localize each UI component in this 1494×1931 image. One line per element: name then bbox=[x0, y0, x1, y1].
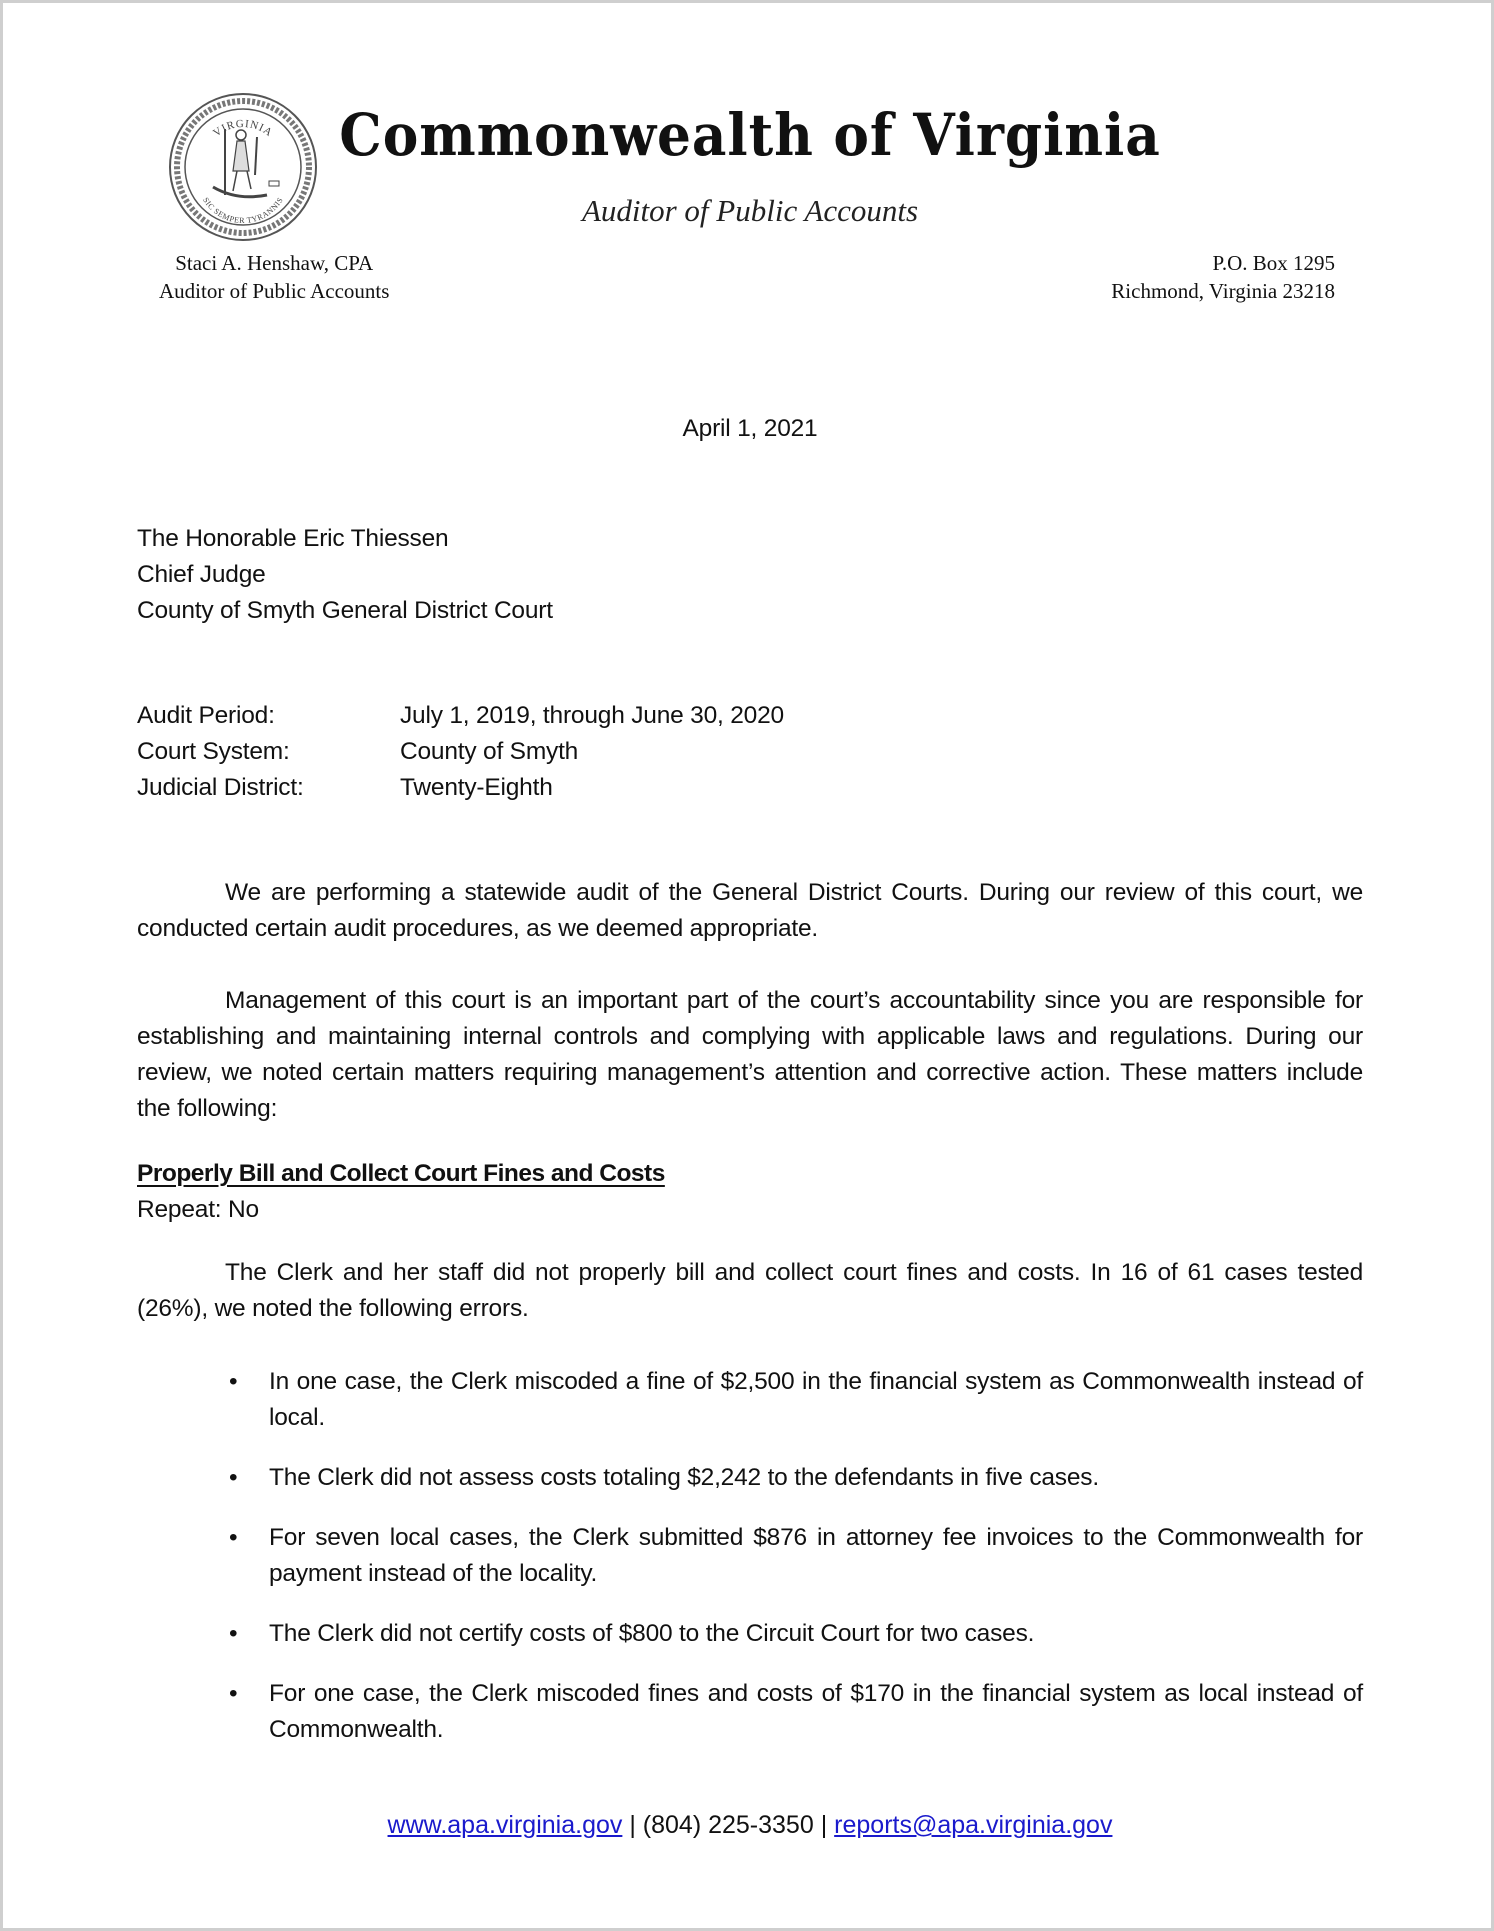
error-text: The Clerk did not assess costs totaling $2,242 to the defendants in five cases. bbox=[269, 1464, 1099, 1491]
city-state-zip: Richmond, Virginia 23218 bbox=[1111, 279, 1335, 303]
intro-paragraph bbox=[137, 875, 1363, 947]
phone-number: (804) 225-3350 bbox=[642, 1811, 814, 1839]
audit-info-value: Twenty-Eighth bbox=[400, 774, 553, 801]
audit-info-label: Judicial District: bbox=[137, 774, 304, 801]
bullet-icon: • bbox=[229, 1368, 238, 1395]
audit-info-value: County of Smyth bbox=[400, 738, 579, 765]
mailing-address bbox=[1111, 249, 1335, 305]
audit-info-label: Audit Period: bbox=[137, 702, 275, 729]
intro-paragraph-text: We are performing a statewide audit of the General District Courts. During our review of this court, we conducted certain audit procedures, as we deemed appropriate. bbox=[137, 879, 1363, 942]
seal-top-text: VIRGINIA bbox=[211, 117, 275, 140]
bullet-icon: • bbox=[229, 1680, 238, 1707]
sender-name: Staci A. Henshaw, CPA bbox=[175, 251, 374, 275]
letter-footer bbox=[3, 1811, 1494, 1840]
footer-separator: | bbox=[820, 1811, 828, 1839]
addressee-name: The Honorable Eric Thiessen bbox=[137, 525, 449, 552]
sender-block bbox=[159, 249, 389, 305]
error-text: In one case, the Clerk miscoded a fine of $2,500 in the financial system as Commonwealth instead of local. bbox=[269, 1368, 1363, 1431]
audit-info-row bbox=[137, 770, 784, 806]
error-text: For one case, the Clerk miscoded fines and costs of $170 in the financial system as local instead of Commonwealth. bbox=[269, 1680, 1363, 1743]
audit-info-value: July 1, 2019, through June 30, 2020 bbox=[400, 702, 784, 729]
footer-separator: | bbox=[629, 1811, 636, 1839]
error-list-item bbox=[137, 1364, 1363, 1436]
finding-intro-paragraph bbox=[137, 1255, 1363, 1327]
bullet-icon: • bbox=[229, 1464, 238, 1491]
po-box: P.O. Box 1295 bbox=[1212, 251, 1335, 275]
error-list-item bbox=[137, 1676, 1363, 1748]
audit-info-row bbox=[137, 698, 784, 734]
letterhead-subtitle: Auditor of Public Accounts bbox=[581, 193, 919, 228]
sender-title: Auditor of Public Accounts bbox=[159, 279, 390, 303]
management-paragraph bbox=[137, 983, 1363, 1127]
letterhead-title: Commonwealth of Virginia bbox=[339, 101, 1161, 169]
audit-info-row bbox=[137, 734, 784, 770]
management-paragraph-text: Management of this court is an important part of the court’s accountability since you are responsible for establishing and maintaining internal controls and complying with applicable laws and regulations. During our review, we noted certain matters requiring management’s attention and corrective action. These matters include the following: bbox=[137, 987, 1363, 1122]
addressee-block bbox=[137, 521, 553, 629]
seal-motto-text: SIC SEMPER TYRANNIS bbox=[201, 195, 285, 226]
finding-repeat-status: Repeat: No bbox=[137, 1196, 259, 1223]
error-list-item bbox=[137, 1520, 1363, 1592]
website-link[interactable]: www.apa.virginia.gov bbox=[387, 1811, 623, 1839]
error-list bbox=[137, 1364, 1363, 1772]
error-list-item bbox=[137, 1460, 1363, 1496]
finding-heading: Properly Bill and Collect Court Fines and Costs bbox=[137, 1160, 665, 1187]
error-text: The Clerk did not certify costs of $800 to the Circuit Court for two cases. bbox=[269, 1620, 1035, 1647]
error-list-item bbox=[137, 1616, 1363, 1652]
finding-intro-text: The Clerk and her staff did not properly bill and collect court fines and costs. In 16 of 61 cases tested (26%), we noted the following errors. bbox=[137, 1259, 1363, 1322]
error-text: For seven local cases, the Clerk submitted $876 in attorney fee invoices to the Commonwealth for payment instead of the locality. bbox=[269, 1524, 1363, 1587]
audit-info-block bbox=[137, 698, 784, 806]
virginia-state-seal-icon bbox=[167, 91, 319, 243]
addressee-court: County of Smyth General District Court bbox=[137, 597, 553, 624]
audit-info-label: Court System: bbox=[137, 738, 290, 765]
email-link[interactable]: reports@apa.virginia.gov bbox=[834, 1811, 1113, 1839]
addressee-title: Chief Judge bbox=[137, 561, 266, 588]
bullet-icon: • bbox=[229, 1524, 238, 1551]
letter-date: April 1, 2021 bbox=[682, 415, 818, 442]
bullet-icon: • bbox=[229, 1620, 238, 1647]
